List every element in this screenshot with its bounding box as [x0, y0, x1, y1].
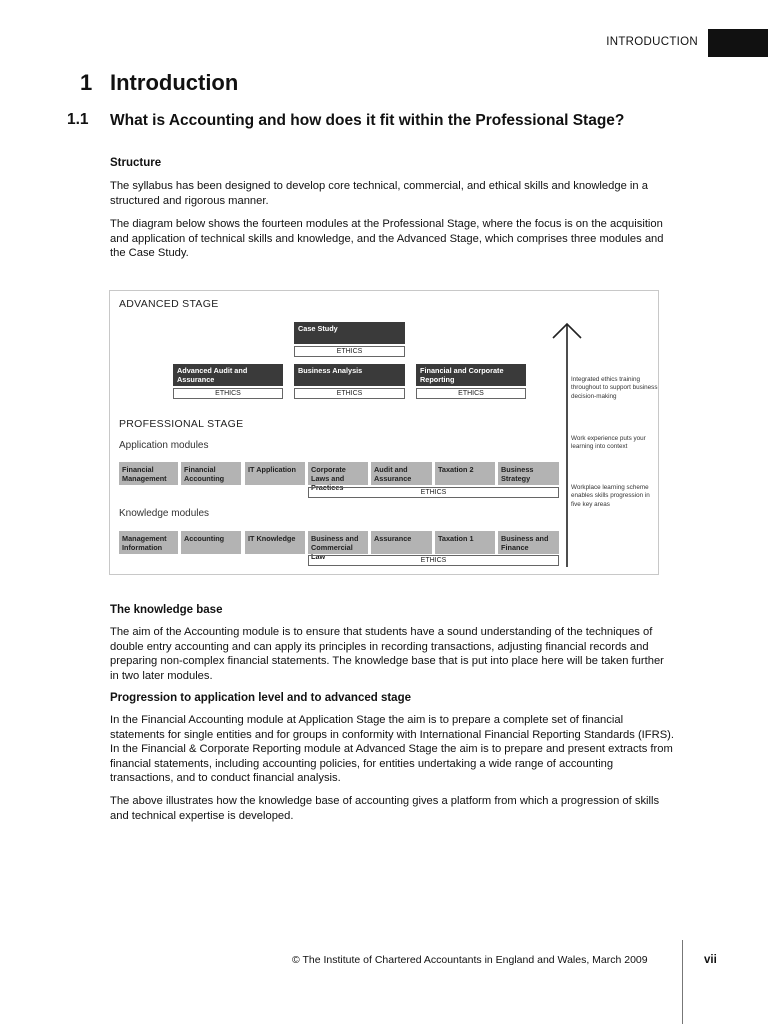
- module-application: Financial Accounting: [181, 462, 241, 485]
- footer-copyright: © The Institute of Chartered Accountants in England and Wales, March 2009: [292, 954, 648, 966]
- knowledge-base-heading: The knowledge base: [110, 604, 223, 616]
- ethics-bar: ETHICS: [294, 346, 405, 357]
- module-application: Corporate Laws and Practices: [308, 462, 368, 485]
- ethics-bar: ETHICS: [308, 555, 559, 566]
- knowledge-modules-label: Knowledge modules: [119, 508, 210, 519]
- chapter-title: Introduction: [110, 70, 239, 95]
- header-tab: [708, 29, 768, 57]
- module-application: Taxation 2: [435, 462, 495, 485]
- application-modules-label: Application modules: [119, 440, 209, 451]
- running-header: INTRODUCTION: [606, 36, 698, 48]
- advanced-stage-label: ADVANCED STAGE: [119, 298, 219, 310]
- knowledge-base-para: The aim of the Accounting module is to ensure that students have a sound understanding of the techniques of double entry accounting and can apply its principles in recording transactions, adjusting financial records and preparing non-complex financial statements. The knowledge base that is put into place here will be taken further in two later modules.: [110, 626, 664, 682]
- module-application: Audit and Assurance: [371, 462, 432, 485]
- module-advanced: Financial and Corporate Reporting: [416, 364, 526, 386]
- module-advanced: Business Analysis: [294, 364, 405, 386]
- page-number: vii: [704, 954, 717, 966]
- module-knowledge: IT Knowledge: [245, 531, 305, 554]
- structure-heading: Structure: [110, 157, 162, 169]
- progression-para-1: In the Financial Accounting module at Application Stage the aim is to prepare a complete set of financial statements for single entities and for groups in conformity with International Financial Reporting Standards (IFRS). In the Financial & Corporate Reporting module at Advanced Stage the aim is to prepare and present extracts from financial statements, including accounting policies, for entities undertaking a wide range of accounting transactions, and to conduct financial analysis.: [110, 714, 674, 785]
- chapter-number: 1: [80, 70, 93, 95]
- ethics-bar: ETHICS: [173, 388, 283, 399]
- structure-para-2: The diagram below shows the fourteen modules at the Professional Stage, where the focus is on the acquisition and application of technical skills and knowledge, and the Advanced Stage, which comprises three modules and the Case Study.: [110, 218, 664, 260]
- module-application: Financial Management: [119, 462, 178, 485]
- module-knowledge: Accounting: [181, 531, 241, 554]
- module-case-study: Case Study: [294, 322, 405, 344]
- note-work-experience: Work experience puts your learning into context: [571, 435, 646, 451]
- ethics-bar: ETHICS: [294, 388, 405, 399]
- module-knowledge: Business and Commercial Law: [308, 531, 368, 554]
- ethics-bar: ETHICS: [416, 388, 526, 399]
- professional-stage-label: PROFESSIONAL STAGE: [119, 418, 244, 430]
- note-ethics: Integrated ethics training throughout to support business decision-making: [571, 376, 658, 400]
- stage-diagram: [109, 290, 659, 575]
- ethics-bar: ETHICS: [308, 487, 559, 498]
- module-knowledge: Business and Finance: [498, 531, 559, 554]
- module-application: IT Application: [245, 462, 305, 485]
- module-knowledge: Assurance: [371, 531, 432, 554]
- progression-heading: Progression to application level and to advanced stage: [110, 692, 411, 704]
- module-advanced: Advanced Audit and Assurance: [173, 364, 283, 386]
- module-application: Business Strategy: [498, 462, 559, 485]
- footer-divider: [682, 940, 683, 1024]
- section-title: What is Accounting and how does it fit within the Professional Stage?: [110, 112, 625, 129]
- section-number: 1.1: [67, 111, 89, 128]
- module-knowledge: Management Information: [119, 531, 178, 554]
- note-workplace: Workplace learning scheme enables skills progression in five key areas: [571, 484, 650, 508]
- module-knowledge: Taxation 1: [435, 531, 495, 554]
- progression-para-2: The above illustrates how the knowledge base of accounting gives a platform from which a progression of skills and technical expertise is developed.: [110, 795, 660, 822]
- structure-para-1: The syllabus has been designed to develop core technical, commercial, and ethical skills and knowledge in a structured and rigorous manner.: [110, 180, 648, 207]
